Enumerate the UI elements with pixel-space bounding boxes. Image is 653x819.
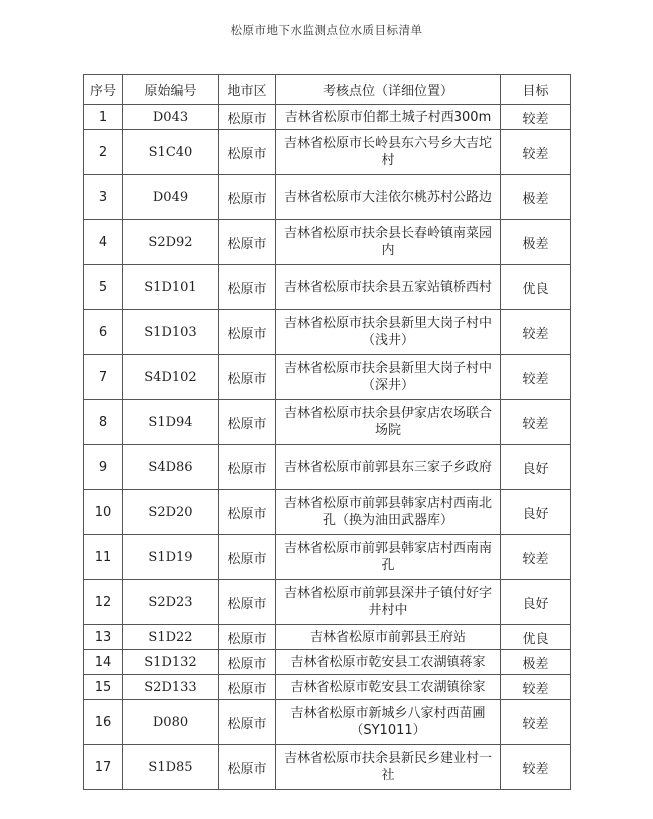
cell-seq: 11	[84, 535, 123, 580]
cell-seq: 17	[84, 745, 123, 790]
table-row	[84, 700, 571, 745]
cell-location: 吉林省松原市前郭县深井子镇付好字井村中	[276, 580, 501, 625]
cell-target: 较差	[501, 535, 571, 580]
table-row	[84, 745, 571, 790]
cell-seq: 9	[84, 445, 123, 490]
cell-seq: 10	[84, 490, 123, 535]
cell-city: 松原市	[219, 105, 276, 130]
cell-city: 松原市	[219, 700, 276, 745]
cell-location: 吉林省松原市伯都土城子村西300m	[276, 105, 501, 130]
cell-city: 松原市	[219, 445, 276, 490]
cell-target: 较差	[501, 130, 571, 175]
cell-code: S1D103	[123, 310, 219, 355]
cell-location: 吉林省松原市扶余县伊家店农场联合场院	[276, 400, 501, 445]
cell-seq: 14	[84, 650, 123, 675]
cell-city: 松原市	[219, 400, 276, 445]
cell-code: S1D85	[123, 745, 219, 790]
table-row	[84, 355, 571, 400]
cell-target: 较差	[501, 745, 571, 790]
cell-seq: 12	[84, 580, 123, 625]
cell-location: 吉林省松原市长岭县东六号乡大吉坨村	[276, 130, 501, 175]
cell-city: 松原市	[219, 580, 276, 625]
cell-seq: 7	[84, 355, 123, 400]
cell-target: 较差	[501, 310, 571, 355]
cell-location: 吉林省松原市扶余县新民乡建业村一社	[276, 745, 501, 790]
cell-code: S1C40	[123, 130, 219, 175]
table-row	[84, 400, 571, 445]
cell-target: 较差	[501, 700, 571, 745]
cell-seq: 1	[84, 105, 123, 130]
cell-target: 极差	[501, 175, 571, 220]
table-row	[84, 265, 571, 310]
header-city: 地市区	[219, 75, 276, 105]
cell-seq: 3	[84, 175, 123, 220]
cell-target: 良好	[501, 445, 571, 490]
cell-city: 松原市	[219, 490, 276, 535]
cell-code: S4D86	[123, 445, 219, 490]
header-code: 原始编号	[123, 75, 219, 105]
table-row	[84, 105, 571, 130]
table-row	[84, 535, 571, 580]
cell-seq: 8	[84, 400, 123, 445]
cell-code: S1D132	[123, 650, 219, 675]
header-location: 考核点位（详细位置）	[276, 75, 501, 105]
table-row	[84, 675, 571, 700]
cell-code: S1D94	[123, 400, 219, 445]
cell-city: 松原市	[219, 310, 276, 355]
cell-city: 松原市	[219, 745, 276, 790]
table-header-row	[84, 75, 571, 105]
cell-code: S1D22	[123, 625, 219, 650]
cell-target: 较差	[501, 355, 571, 400]
table-row	[84, 310, 571, 355]
cell-city: 松原市	[219, 625, 276, 650]
cell-target: 优良	[501, 265, 571, 310]
cell-location: 吉林省松原市扶余县五家站镇桥西村	[276, 265, 501, 310]
cell-code: D080	[123, 700, 219, 745]
table-row	[84, 580, 571, 625]
table-row	[84, 625, 571, 650]
cell-city: 松原市	[219, 265, 276, 310]
cell-city: 松原市	[219, 675, 276, 700]
cell-city: 松原市	[219, 220, 276, 265]
table-row	[84, 130, 571, 175]
table-row	[84, 220, 571, 265]
cell-seq: 4	[84, 220, 123, 265]
cell-code: S4D102	[123, 355, 219, 400]
cell-city: 松原市	[219, 650, 276, 675]
cell-seq: 2	[84, 130, 123, 175]
cell-seq: 13	[84, 625, 123, 650]
header-seq: 序号	[84, 75, 123, 105]
cell-target: 极差	[501, 650, 571, 675]
cell-city: 松原市	[219, 355, 276, 400]
monitoring-point-table	[83, 74, 571, 790]
cell-location: 吉林省松原市乾安县工农湖镇徐家	[276, 675, 501, 700]
cell-city: 松原市	[219, 535, 276, 580]
cell-code: S2D133	[123, 675, 219, 700]
cell-location: 吉林省松原市大洼依尔桃苏村公路边	[276, 175, 501, 220]
cell-location: 吉林省松原市前郭县韩家店村西南北孔（换为油田武器库）	[276, 490, 501, 535]
cell-location: 吉林省松原市扶余县新里大岗子村中（浅井）	[276, 310, 501, 355]
cell-code: S2D92	[123, 220, 219, 265]
cell-seq: 15	[84, 675, 123, 700]
cell-seq: 5	[84, 265, 123, 310]
cell-seq: 16	[84, 700, 123, 745]
header-target: 目标	[501, 75, 571, 105]
cell-target: 极差	[501, 220, 571, 265]
cell-city: 松原市	[219, 130, 276, 175]
cell-code: S2D20	[123, 490, 219, 535]
cell-code: S1D19	[123, 535, 219, 580]
cell-seq: 6	[84, 310, 123, 355]
cell-location: 吉林省松原市新城乡八家村西苗圃（SY1011）	[276, 700, 501, 745]
cell-location: 吉林省松原市前郭县王府站	[276, 625, 501, 650]
table-row	[84, 175, 571, 220]
cell-code: S2D23	[123, 580, 219, 625]
cell-target: 优良	[501, 625, 571, 650]
cell-location: 吉林省松原市扶余县新里大岗子村中（深井）	[276, 355, 501, 400]
table-row	[84, 650, 571, 675]
cell-code: D049	[123, 175, 219, 220]
document-title: 松原市地下水监测点位水质目标清单	[230, 23, 423, 37]
cell-target: 较差	[501, 675, 571, 700]
cell-target: 较差	[501, 400, 571, 445]
cell-target: 良好	[501, 580, 571, 625]
cell-target: 较差	[501, 105, 571, 130]
cell-location: 吉林省松原市前郭县东三家子乡政府	[276, 445, 501, 490]
table-row	[84, 490, 571, 535]
cell-city: 松原市	[219, 175, 276, 220]
cell-location: 吉林省松原市乾安县工农湖镇蒋家	[276, 650, 501, 675]
cell-location: 吉林省松原市前郭县韩家店村西南南孔	[276, 535, 501, 580]
table-row	[84, 445, 571, 490]
cell-location: 吉林省松原市扶余县长春岭镇南菜园内	[276, 220, 501, 265]
cell-code: S1D101	[123, 265, 219, 310]
cell-code: D043	[123, 105, 219, 130]
cell-target: 良好	[501, 490, 571, 535]
